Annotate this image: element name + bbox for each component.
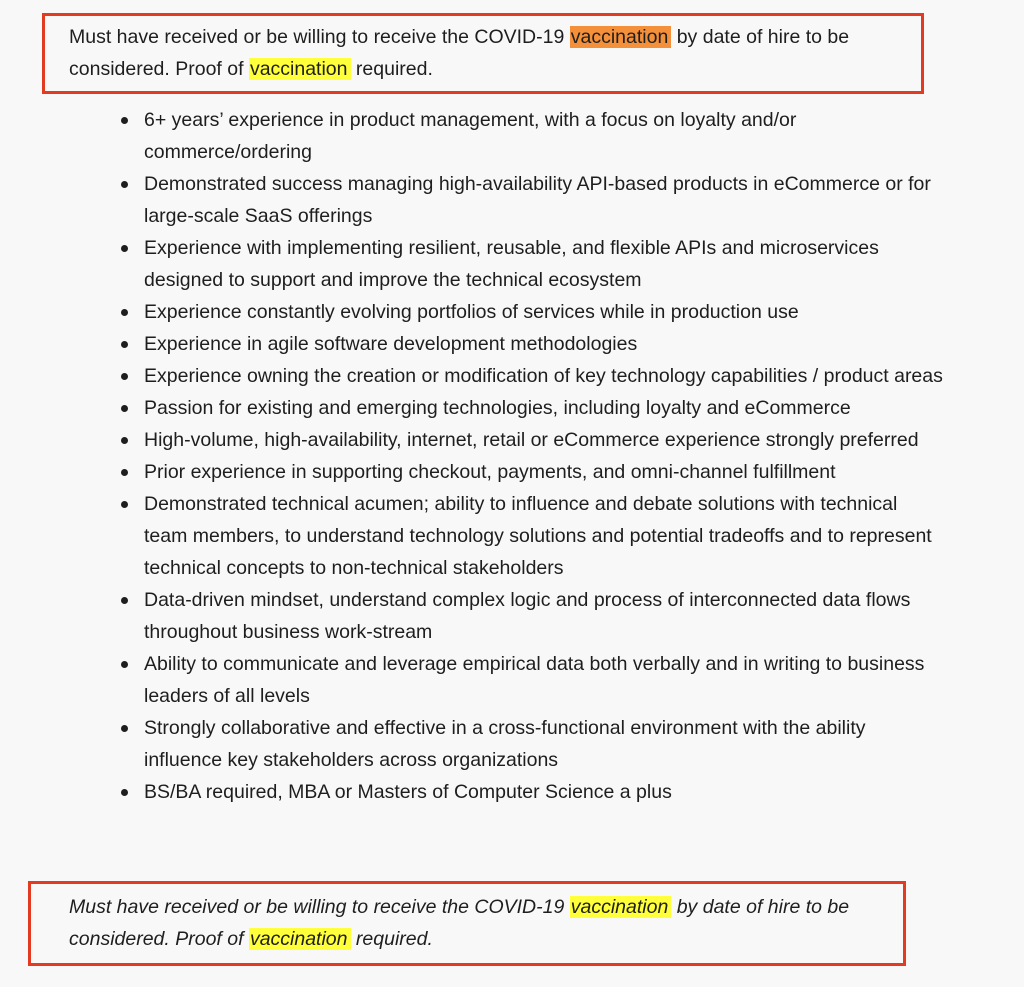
- notice-top-text-before: Must have received or be willing to receive the COVID-19: [69, 26, 570, 48]
- vaccination-notice-bottom: [28, 881, 906, 966]
- list-item: Ability to communicate and leverage empirical data both verbally and in writing to business leaders of all levels: [144, 648, 944, 712]
- list-item: 6+ years’ experience in product management, with a focus on loyalty and/or commerce/ordering: [144, 104, 944, 168]
- list-item: Strongly collaborative and effective in a cross-functional environment with the ability influence key stakeholders across organizations: [144, 712, 944, 776]
- list-item: BS/BA required, MBA or Masters of Computer Science a plus: [144, 776, 944, 808]
- highlight-vaccination-yellow: vaccination: [249, 58, 351, 80]
- list-item: Passion for existing and emerging technologies, including loyalty and eCommerce: [144, 392, 944, 424]
- list-item: Demonstrated technical acumen; ability to influence and debate solutions with technical team members, to understand technology solutions and potential tradeoffs and to represent technical concepts to non-technical stakeholders: [144, 488, 944, 584]
- notice-top-text: [69, 21, 909, 85]
- list-item: Experience owning the creation or modification of key technology capabilities / product areas: [144, 360, 944, 392]
- notice-bottom-text: [69, 891, 909, 955]
- list-item: Experience in agile software development methodologies: [144, 328, 944, 360]
- list-item: Experience constantly evolving portfolios of services while in production use: [144, 296, 944, 328]
- vaccination-notice-top: [42, 13, 924, 94]
- list-item: Experience with implementing resilient, reusable, and flexible APIs and microservices designed to support and improve the technical ecosystem: [144, 232, 944, 296]
- highlight-vaccination-yellow: vaccination: [570, 896, 672, 918]
- notice-bottom-text-before: Must have received or be willing to receive the COVID-19: [69, 896, 570, 918]
- notice-bottom-text-after: required.: [350, 928, 433, 950]
- list-item: Demonstrated success managing high-availability API-based products in eCommerce or for large-scale SaaS offerings: [144, 168, 944, 232]
- notice-top-text-after: required.: [350, 58, 433, 80]
- list-item: Prior experience in supporting checkout, payments, and omni-channel fulfillment: [144, 456, 944, 488]
- highlight-vaccination-yellow: vaccination: [249, 928, 351, 950]
- notice-top-text-middle: by date of hire to be considered. Proof of: [69, 26, 850, 80]
- list-item: High-volume, high-availability, internet, retail or eCommerce experience strongly preferred: [144, 424, 944, 456]
- requirements-list: [144, 104, 944, 808]
- highlight-vaccination-orange: vaccination: [570, 26, 672, 48]
- notice-bottom-text-middle: by date of hire to be considered. Proof of: [69, 896, 850, 950]
- list-item: Data-driven mindset, understand complex logic and process of interconnected data flows throughout business work-stream: [144, 584, 944, 648]
